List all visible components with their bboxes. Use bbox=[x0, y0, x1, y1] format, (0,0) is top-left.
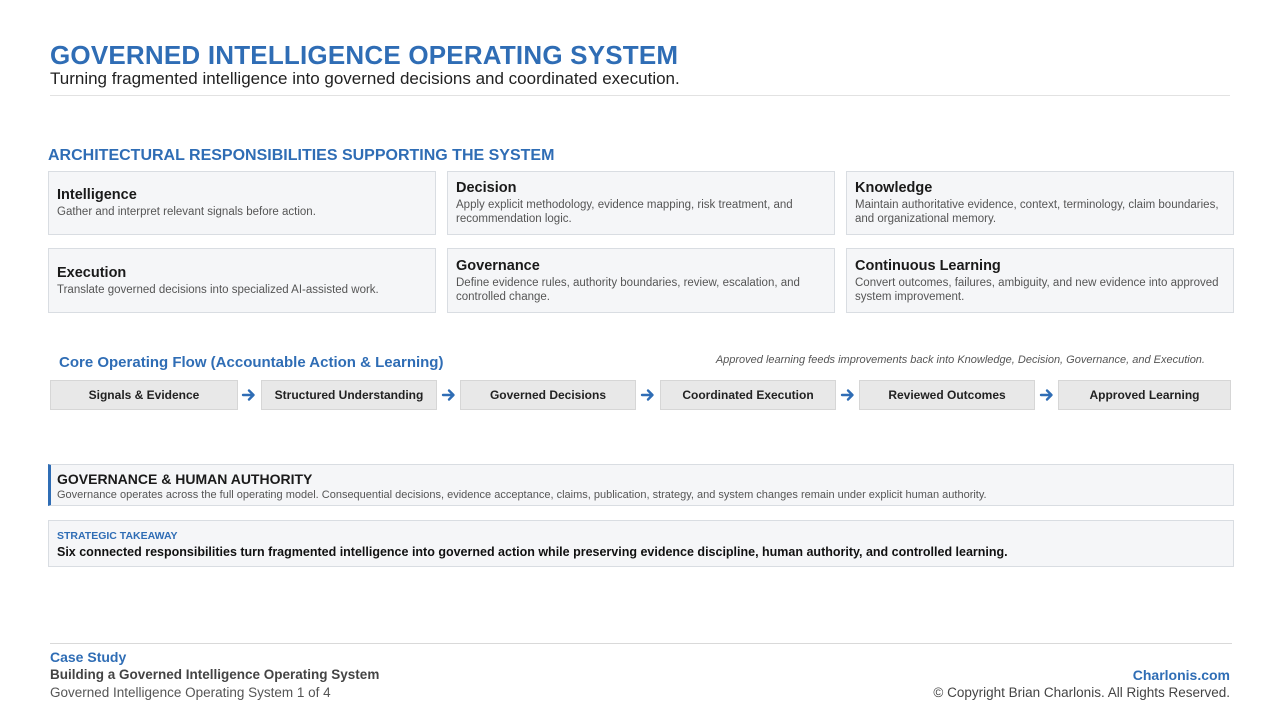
arrow-right-icon bbox=[639, 386, 657, 404]
footer-left bbox=[50, 648, 379, 702]
card-description: Gather and interpret relevant signals before action. bbox=[57, 206, 316, 218]
arrow-right-icon bbox=[839, 386, 857, 404]
card-governance bbox=[447, 248, 835, 313]
card-description: Define evidence rules, authority boundaries, review, escalation, and controlled change. bbox=[456, 276, 800, 303]
flow-step: Coordinated Execution bbox=[660, 380, 836, 410]
arrow-right-icon bbox=[440, 386, 458, 404]
takeaway-label: STRATEGIC TAKEAWAY bbox=[57, 530, 178, 542]
card-knowledge bbox=[846, 171, 1234, 235]
flow-heading: Core Operating Flow (Accountable Action & Learning) bbox=[59, 354, 444, 371]
card-title: Decision bbox=[456, 180, 517, 196]
card-decision bbox=[447, 171, 835, 235]
card-description: Translate governed decisions into specialized AI-assisted work. bbox=[57, 283, 379, 296]
page-subtitle: Turning fragmented intelligence into governed decisions and coordinated execution. bbox=[50, 69, 680, 88]
card-continuous-learning bbox=[846, 248, 1234, 313]
footer-copyright: © Copyright Brian Charlonis. All Rights Reserved. bbox=[933, 685, 1230, 700]
page-title: GOVERNED INTELLIGENCE OPERATING SYSTEM bbox=[50, 40, 679, 70]
flow-step: Approved Learning bbox=[1058, 380, 1231, 410]
flow-step: Governed Decisions bbox=[460, 380, 636, 410]
card-execution bbox=[48, 248, 436, 313]
footer-right bbox=[933, 666, 1230, 702]
card-description: Convert outcomes, failures, ambiguity, and new evidence into approved system improvement. bbox=[855, 276, 1219, 303]
card-title: Continuous Learning bbox=[855, 257, 1001, 274]
card-title: Execution bbox=[57, 264, 127, 281]
flow-step: Reviewed Outcomes bbox=[859, 380, 1035, 410]
responsibilities-heading: ARCHITECTURAL RESPONSIBILITIES SUPPORTING THE SYSTEM bbox=[48, 147, 555, 164]
flow-note: Approved learning feeds improvements back into Knowledge, Decision, Governance, and Execution. bbox=[715, 354, 1205, 366]
governance-title: GOVERNANCE & HUMAN AUTHORITY bbox=[57, 471, 313, 487]
footer-label: Case Study bbox=[50, 649, 127, 665]
card-title: Governance bbox=[456, 257, 540, 274]
card-title: Intelligence bbox=[57, 187, 137, 203]
governance-description: Governance operates across the full operating model. Consequential decisions, evidence acceptance, claims, publication, strategy, and system changes remain under explicit human authority. bbox=[57, 489, 987, 501]
footer-doc-title: Building a Governed Intelligence Operating System bbox=[50, 667, 380, 682]
card-title: Knowledge bbox=[855, 180, 933, 196]
footer-page-number: Governed Intelligence Operating System 1 of 4 bbox=[50, 685, 331, 700]
flow-step: Structured Understanding bbox=[261, 380, 437, 410]
governance-callout bbox=[48, 464, 1234, 506]
card-description: Apply explicit methodology, evidence mapping, risk treatment, and recommendation logic. bbox=[456, 199, 793, 225]
card-description: Maintain authoritative evidence, context, terminology, claim boundaries, and organizational memory. bbox=[855, 199, 1219, 225]
takeaway-text: Six connected responsibilities turn fragmented intelligence into governed action while preserving evidence discipline, human authority, and controlled learning. bbox=[57, 545, 1008, 559]
arrow-right-icon bbox=[1038, 386, 1056, 404]
header-divider bbox=[50, 95, 1230, 96]
card-intelligence bbox=[48, 171, 436, 235]
footer-site-link[interactable]: Charlonis.com bbox=[1132, 667, 1230, 683]
arrow-right-icon bbox=[240, 386, 258, 404]
flow-step: Signals & Evidence bbox=[50, 380, 238, 410]
strategic-takeaway bbox=[48, 520, 1234, 567]
footer-divider bbox=[50, 643, 1232, 644]
